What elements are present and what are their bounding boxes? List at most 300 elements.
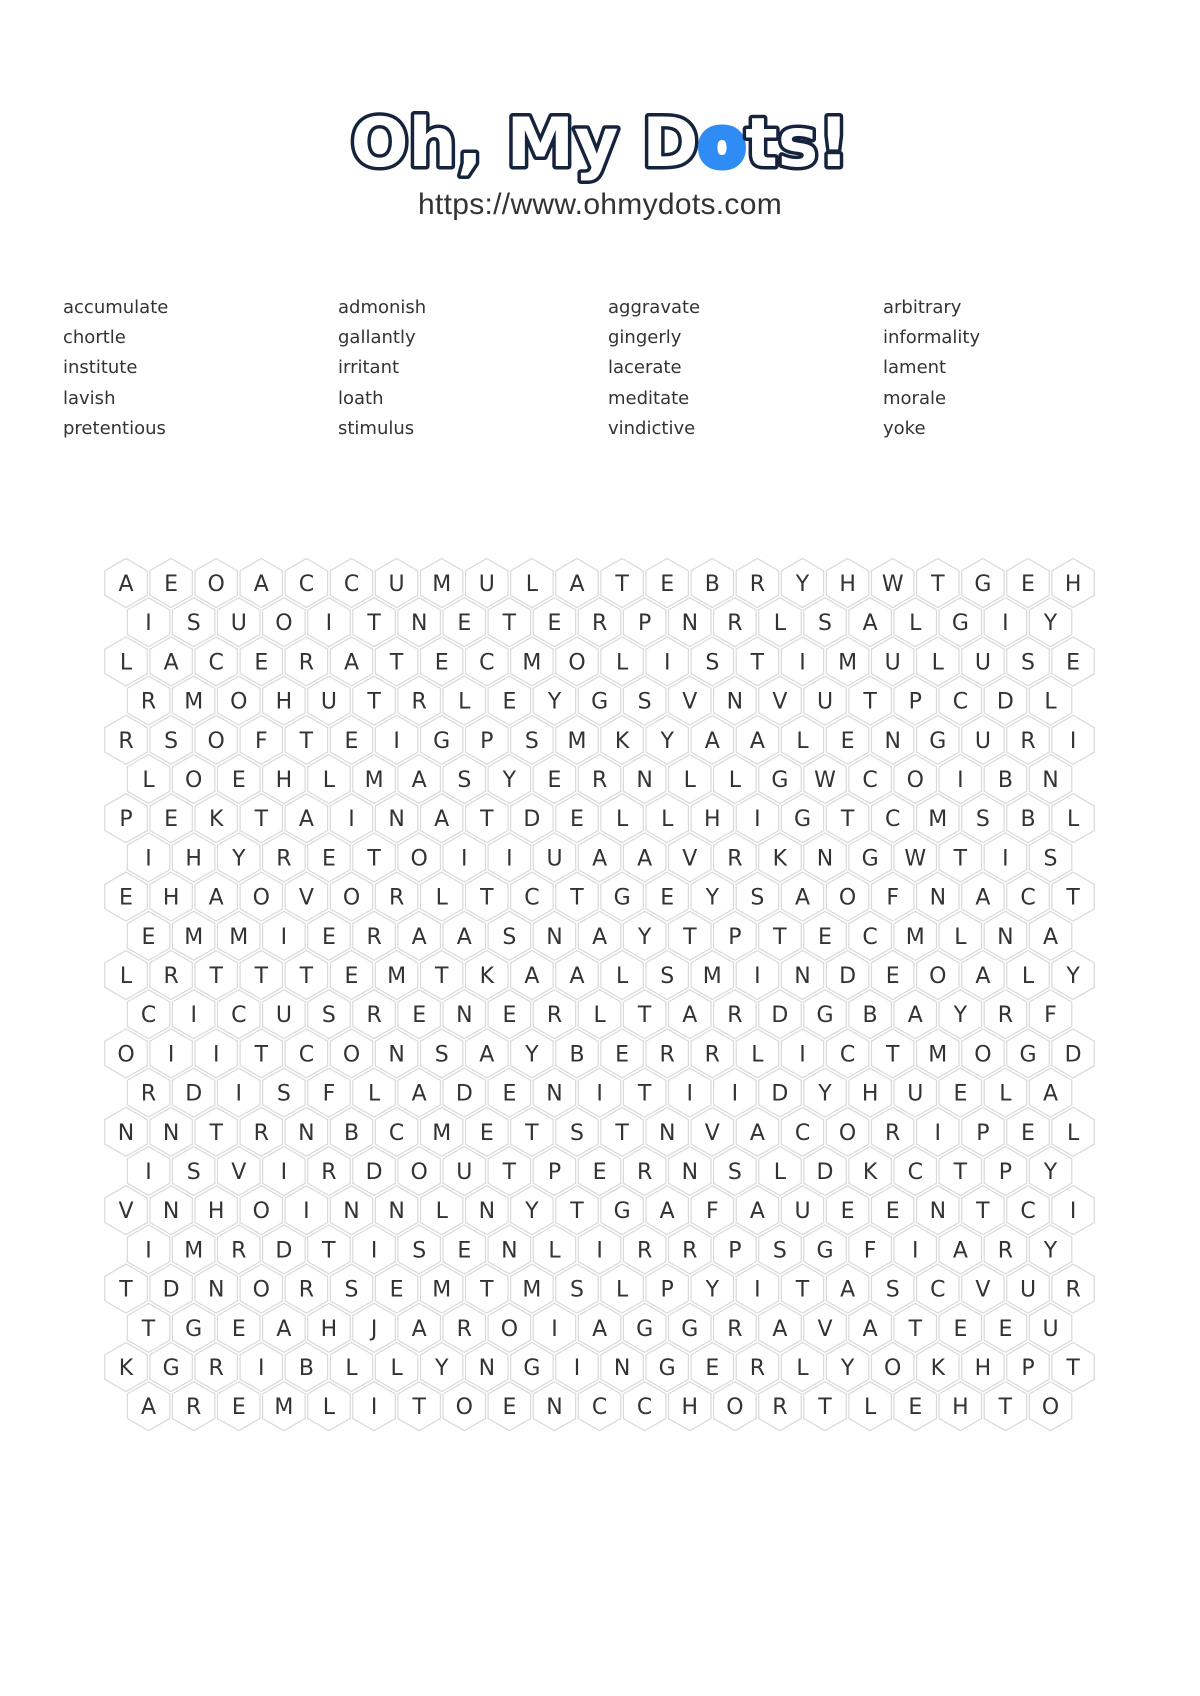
- grid-letter: B: [343, 1120, 360, 1146]
- grid-letter: I: [663, 650, 671, 676]
- grid-row: [105, 951, 1095, 1000]
- grid-letter: E: [570, 807, 584, 833]
- grid-letter: M: [184, 689, 204, 715]
- grid-letter: S: [570, 1277, 584, 1303]
- grid-letter: M: [432, 1120, 452, 1146]
- grid-letter: I: [393, 728, 400, 754]
- grid-letter: S: [570, 1120, 584, 1146]
- word-list-item: pretentious: [63, 417, 166, 439]
- grid-row: [105, 559, 1095, 608]
- grid-letter: I: [934, 1120, 942, 1146]
- letter-grid: [100, 553, 1100, 1421]
- grid-row: [127, 598, 1072, 647]
- grid-letter: M: [928, 1042, 948, 1068]
- grid-letter: T: [863, 689, 877, 715]
- grid-letter: Y: [705, 885, 720, 911]
- grid-letter: C: [591, 1395, 608, 1421]
- grid-letter: R: [591, 768, 608, 793]
- grid-letter: G: [861, 846, 879, 872]
- grid-letter: A: [772, 1316, 788, 1342]
- grid-letter: I: [573, 1356, 581, 1381]
- grid-letter: N: [997, 924, 1014, 950]
- grid-letter: N: [681, 611, 699, 637]
- grid-letter: Y: [840, 1356, 855, 1381]
- grid-row: [127, 1225, 1072, 1274]
- grid-letter: N: [884, 728, 901, 754]
- grid-letter: A: [794, 885, 811, 911]
- grid-letter: T: [1066, 885, 1080, 911]
- logo-dot: o: [698, 104, 746, 183]
- grid-letter: C: [862, 924, 878, 950]
- grid-letter: V: [682, 689, 698, 715]
- grid-letter: A: [704, 728, 720, 754]
- grid-letter: R: [140, 1081, 157, 1107]
- grid-letter: L: [615, 807, 629, 833]
- grid-letter: A: [298, 807, 314, 833]
- grid-letter: T: [750, 650, 765, 676]
- grid-letter: K: [479, 964, 495, 989]
- grid-letter: D: [816, 1160, 834, 1185]
- grid-letter: L: [322, 768, 336, 793]
- grid-letter: I: [799, 1042, 806, 1068]
- grid-letter: T: [480, 885, 494, 911]
- grid-letter: A: [637, 846, 653, 872]
- grid-letter: R: [727, 846, 743, 872]
- grid-letter: N: [929, 885, 947, 911]
- grid-letter: I: [754, 964, 761, 989]
- grid-letter: I: [145, 611, 152, 637]
- grid-letter: L: [1066, 807, 1080, 833]
- grid-letter: L: [1021, 964, 1035, 989]
- grid-letter: S: [1043, 846, 1058, 872]
- grid-letter: R: [253, 1120, 269, 1146]
- grid-letter: P: [480, 728, 494, 754]
- grid-letter: C: [479, 650, 495, 676]
- grid-letter: R: [749, 572, 766, 597]
- grid-letter: L: [728, 768, 742, 793]
- grid-letter: G: [613, 885, 631, 911]
- grid-letter: I: [235, 1081, 243, 1107]
- grid-letter: R: [772, 1395, 788, 1421]
- grid-letter: P: [1021, 1356, 1035, 1381]
- grid-letter: O: [207, 728, 225, 754]
- grid-letter: E: [344, 964, 359, 989]
- grid-letter: L: [931, 650, 944, 676]
- grid-letter: T: [480, 1277, 494, 1303]
- grid-letter: I: [145, 1160, 152, 1185]
- grid-letter: O: [500, 1316, 519, 1342]
- grid-letter: L: [615, 964, 629, 989]
- word-list-item: stimulus: [338, 417, 415, 439]
- grid-letter: U: [907, 1081, 924, 1107]
- grid-letter: T: [885, 1042, 900, 1068]
- grid-letter: T: [570, 885, 584, 911]
- grid-letter: I: [596, 1081, 603, 1107]
- grid-letter: C: [343, 572, 360, 597]
- grid-letter: U: [546, 846, 563, 872]
- grid-letter: N: [298, 1120, 315, 1146]
- grid-letter: L: [1066, 1120, 1080, 1146]
- grid-letter: R: [749, 1356, 766, 1381]
- grid-letter: T: [367, 846, 381, 872]
- grid-letter: R: [118, 728, 134, 754]
- grid-letter: S: [164, 728, 179, 754]
- grid-letter: I: [596, 1238, 603, 1264]
- grid-letter: T: [412, 1395, 426, 1421]
- grid-letter: E: [1021, 1120, 1035, 1146]
- grid-letter: R: [659, 1042, 675, 1068]
- grid-letter: M: [184, 924, 204, 950]
- grid-letter: H: [275, 768, 293, 793]
- grid-letter: R: [321, 1160, 337, 1185]
- grid-letter: S: [772, 1238, 787, 1264]
- grid-letter: E: [119, 885, 133, 911]
- grid-letter: T: [637, 1081, 652, 1107]
- grid-letter: I: [258, 1356, 265, 1381]
- grid-letter: H: [974, 1356, 992, 1381]
- grid-letter: N: [726, 689, 744, 715]
- grid-letter: M: [905, 924, 925, 950]
- word-list-item: informality: [883, 327, 981, 349]
- grid-letter: U: [1042, 1316, 1059, 1342]
- grid-letter: L: [683, 768, 696, 793]
- grid-letter: E: [321, 924, 336, 950]
- grid-letter: T: [254, 1042, 269, 1068]
- grid-letter: A: [749, 1199, 765, 1225]
- grid-letter: C: [1020, 885, 1036, 911]
- grid-letter: R: [591, 611, 608, 637]
- grid-letter: A: [411, 924, 427, 950]
- grid-row: [105, 637, 1095, 686]
- grid-letter: A: [569, 572, 585, 597]
- grid-letter: C: [862, 768, 878, 793]
- grid-letter: M: [432, 1277, 452, 1303]
- word-list: [63, 296, 1143, 447]
- grid-letter: L: [751, 1042, 764, 1068]
- grid-letter: N: [162, 1199, 180, 1225]
- grid-letter: N: [207, 1277, 225, 1303]
- grid-letter: E: [615, 1042, 630, 1068]
- grid-row: [127, 676, 1072, 725]
- grid-letter: M: [387, 964, 407, 989]
- grid-letter: L: [593, 1003, 606, 1029]
- grid-letter: T: [908, 1316, 923, 1342]
- grid-letter: T: [570, 1199, 584, 1225]
- grid-letter: E: [818, 924, 832, 950]
- grid-letter: V: [704, 1120, 720, 1146]
- grid-letter: G: [951, 611, 969, 637]
- grid-letter: V: [817, 1316, 833, 1342]
- grid-letter: D: [839, 964, 857, 989]
- grid-letter: I: [280, 924, 288, 950]
- grid-letter: R: [456, 1316, 472, 1342]
- grid-letter: T: [998, 1395, 1013, 1421]
- grid-letter: R: [727, 1003, 743, 1029]
- word-list-item: loath: [338, 387, 384, 409]
- grid-letter: T: [299, 964, 314, 989]
- grid-letter: D: [771, 1003, 789, 1029]
- grid-letter: O: [906, 768, 924, 793]
- grid-letter: I: [799, 650, 806, 676]
- grid-letter: Y: [232, 846, 246, 872]
- grid-letter: R: [388, 885, 405, 911]
- grid-letter: A: [434, 807, 450, 833]
- grid-letter: R: [727, 1316, 743, 1342]
- grid-letter: Y: [705, 1277, 720, 1303]
- grid-letter: R: [298, 1277, 315, 1303]
- grid-letter: H: [704, 807, 721, 833]
- grid-row: [127, 1147, 1072, 1196]
- grid-row: [105, 1343, 1095, 1392]
- grid-letter: T: [480, 807, 494, 833]
- grid-letter: E: [164, 807, 179, 833]
- grid-letter: D: [162, 1277, 180, 1303]
- grid-letter: D: [996, 689, 1014, 715]
- grid-letter: K: [862, 1160, 878, 1185]
- grid-letter: I: [1069, 1199, 1077, 1225]
- grid-letter: F: [322, 1081, 336, 1107]
- grid-letter: L: [345, 1356, 358, 1381]
- grid-letter: Y: [525, 1199, 539, 1225]
- grid-letter: N: [929, 1199, 947, 1225]
- grid-letter: D: [523, 807, 541, 833]
- grid-letter: R: [682, 1238, 698, 1264]
- grid-letter: I: [957, 768, 964, 793]
- grid-row: [105, 1264, 1095, 1313]
- grid-letter: H: [162, 885, 180, 911]
- grid-letter: G: [1019, 1042, 1037, 1068]
- word-list-item: meditate: [608, 387, 690, 409]
- grid-letter: G: [658, 1356, 676, 1381]
- grid-letter: C: [524, 885, 540, 911]
- grid-letter: T: [615, 572, 629, 597]
- grid-letter: G: [771, 768, 789, 793]
- grid-letter: F: [705, 1199, 719, 1225]
- grid-letter: U: [478, 572, 495, 597]
- word-list-item: lament: [883, 357, 947, 379]
- grid-row: [127, 1382, 1072, 1431]
- grid-letter: A: [411, 1316, 427, 1342]
- grid-letter: R: [636, 1160, 653, 1185]
- grid-letter: E: [502, 1081, 517, 1107]
- grid-letter: L: [661, 807, 674, 833]
- grid-letter: Y: [660, 728, 674, 754]
- grid-letter: A: [569, 964, 585, 989]
- grid-letter: K: [930, 1356, 946, 1381]
- grid-letter: G: [433, 728, 451, 754]
- grid-letter: N: [501, 1238, 518, 1264]
- grid-letter: R: [1020, 728, 1036, 754]
- grid-letter: I: [686, 1081, 694, 1107]
- grid-letter: O: [342, 1042, 361, 1068]
- grid-letter: P: [908, 689, 922, 715]
- grid-letter: A: [1042, 924, 1059, 950]
- grid-letter: I: [912, 1238, 919, 1264]
- grid-letter: Y: [1043, 611, 1058, 637]
- grid-letter: O: [838, 1120, 857, 1146]
- grid-letter: L: [796, 728, 809, 754]
- grid-letter: P: [119, 807, 133, 833]
- grid-letter: R: [885, 1120, 901, 1146]
- grid-letter: B: [569, 1042, 585, 1068]
- grid-letter: I: [212, 1042, 220, 1068]
- grid-letter: T: [367, 689, 381, 715]
- grid-letter: D: [455, 1081, 473, 1107]
- grid-letter: U: [794, 1199, 811, 1225]
- grid-letter: D: [365, 1160, 383, 1185]
- grid-letter: E: [457, 611, 472, 637]
- grid-letter: K: [208, 807, 224, 833]
- grid-letter: A: [479, 1042, 495, 1068]
- grid-letter: R: [636, 1238, 653, 1264]
- grid-letter: G: [929, 728, 947, 754]
- grid-letter: A: [276, 1316, 292, 1342]
- grid-letter: M: [432, 572, 452, 597]
- grid-row: [127, 1068, 1072, 1117]
- grid-letter: R: [704, 1042, 720, 1068]
- grid-letter: S: [276, 1081, 291, 1107]
- grid-letter: M: [567, 728, 587, 754]
- grid-letter: G: [793, 807, 812, 833]
- grid-letter: U: [388, 572, 405, 597]
- grid-letter: I: [370, 1395, 378, 1421]
- grid-letter: A: [140, 1395, 157, 1421]
- grid-letter: G: [816, 1003, 834, 1029]
- grid-letter: T: [209, 1120, 223, 1146]
- word-list-item: vindictive: [608, 417, 696, 439]
- grid-letter: G: [816, 1238, 834, 1264]
- grid-letter: T: [818, 1395, 832, 1421]
- grid-letter: N: [1042, 768, 1059, 793]
- grid-letter: N: [546, 924, 563, 950]
- grid-letter: G: [185, 1316, 203, 1342]
- grid-letter: M: [229, 924, 249, 950]
- grid-letter: S: [727, 1160, 742, 1185]
- grid-letter: I: [280, 1160, 288, 1185]
- grid-letter: N: [410, 611, 428, 637]
- grid-letter: N: [388, 807, 405, 833]
- grid-row: [105, 794, 1095, 843]
- grid-letter: R: [1065, 1277, 1081, 1303]
- grid-row: [105, 872, 1095, 921]
- grid-letter: C: [885, 807, 901, 833]
- grid-letter: I: [754, 1277, 761, 1303]
- grid-letter: T: [773, 924, 787, 950]
- grid-letter: A: [749, 1120, 765, 1146]
- grid-letter: N: [117, 1120, 135, 1146]
- grid-letter: N: [456, 1003, 473, 1029]
- grid-letter: C: [231, 1003, 247, 1029]
- grid-letter: O: [117, 1042, 135, 1068]
- grid-letter: Y: [434, 1356, 449, 1381]
- grid-letter: P: [637, 611, 652, 637]
- grid-letter: P: [728, 1238, 742, 1264]
- grid-letter: N: [794, 964, 811, 989]
- grid-letter: E: [389, 1277, 404, 1303]
- grid-letter: V: [682, 846, 698, 872]
- grid-letter: P: [547, 1160, 562, 1185]
- grid-letter: B: [298, 1356, 314, 1381]
- grid-letter: R: [366, 1003, 382, 1029]
- grid-row: [105, 1107, 1095, 1156]
- grid-letter: M: [522, 1277, 542, 1303]
- grid-letter: T: [1066, 1356, 1080, 1381]
- grid-letter: R: [997, 1238, 1014, 1264]
- grid-letter: O: [230, 689, 248, 715]
- grid-letter: E: [231, 768, 246, 793]
- grid-letter: B: [997, 768, 1013, 793]
- grid-letter: T: [322, 1238, 336, 1264]
- grid-letter: H: [1064, 572, 1082, 597]
- grid-letter: N: [162, 1120, 180, 1146]
- grid-letter: I: [348, 807, 355, 833]
- grid-letter: I: [551, 1316, 558, 1342]
- grid-letter: O: [252, 1277, 270, 1303]
- grid-letter: V: [231, 1160, 247, 1185]
- grid-letter: V: [118, 1199, 134, 1225]
- grid-letter: M: [928, 807, 948, 833]
- grid-letter: V: [975, 1277, 991, 1303]
- grid-letter: G: [681, 1316, 699, 1342]
- grid-letter: E: [547, 768, 562, 793]
- grid-letter: M: [522, 650, 542, 676]
- grid-letter: C: [388, 1120, 405, 1146]
- grid-letter: B: [704, 572, 720, 597]
- word-list-item: morale: [883, 387, 947, 409]
- grid-row: [127, 990, 1072, 1039]
- grid-letter: A: [975, 885, 991, 911]
- grid-letter: F: [1044, 1003, 1057, 1029]
- grid-letter: I: [145, 846, 152, 872]
- grid-letter: R: [727, 611, 743, 637]
- word-list-item: irritant: [338, 357, 400, 379]
- grid-letter: E: [164, 572, 179, 597]
- grid-letter: A: [118, 572, 134, 597]
- grid-letter: N: [816, 846, 834, 872]
- grid-letter: I: [506, 846, 513, 872]
- grid-letter: T: [209, 964, 223, 989]
- grid-letter: T: [502, 611, 517, 637]
- grid-letter: R: [298, 650, 315, 676]
- word-list-item: yoke: [883, 417, 926, 439]
- grid-letter: J: [370, 1316, 378, 1342]
- grid-letter: B: [1020, 807, 1036, 833]
- grid-letter: M: [364, 768, 384, 793]
- grid-letter: E: [953, 1081, 968, 1107]
- grid-letter: V: [298, 885, 314, 911]
- grid-letter: C: [930, 1277, 946, 1303]
- grid-letter: S: [434, 1042, 449, 1068]
- grid-letter: A: [343, 650, 360, 676]
- grid-letter: L: [458, 689, 471, 715]
- grid-letter: L: [142, 768, 155, 793]
- grid-letter: H: [185, 846, 202, 872]
- grid-letter: R: [997, 1003, 1014, 1029]
- grid-letter: U: [884, 650, 901, 676]
- grid-letter: N: [546, 1395, 563, 1421]
- grid-letter: L: [954, 924, 967, 950]
- grid-letter: I: [731, 1081, 739, 1107]
- grid-letter: E: [344, 728, 359, 754]
- grid-letter: I: [167, 1042, 175, 1068]
- grid-letter: C: [794, 1120, 811, 1146]
- grid-letter: N: [613, 1356, 631, 1381]
- grid-letter: K: [772, 846, 788, 872]
- header: [0, 100, 1200, 222]
- grid-letter: O: [185, 768, 203, 793]
- grid-letter: U: [275, 1003, 292, 1029]
- grid-row: [105, 1029, 1095, 1078]
